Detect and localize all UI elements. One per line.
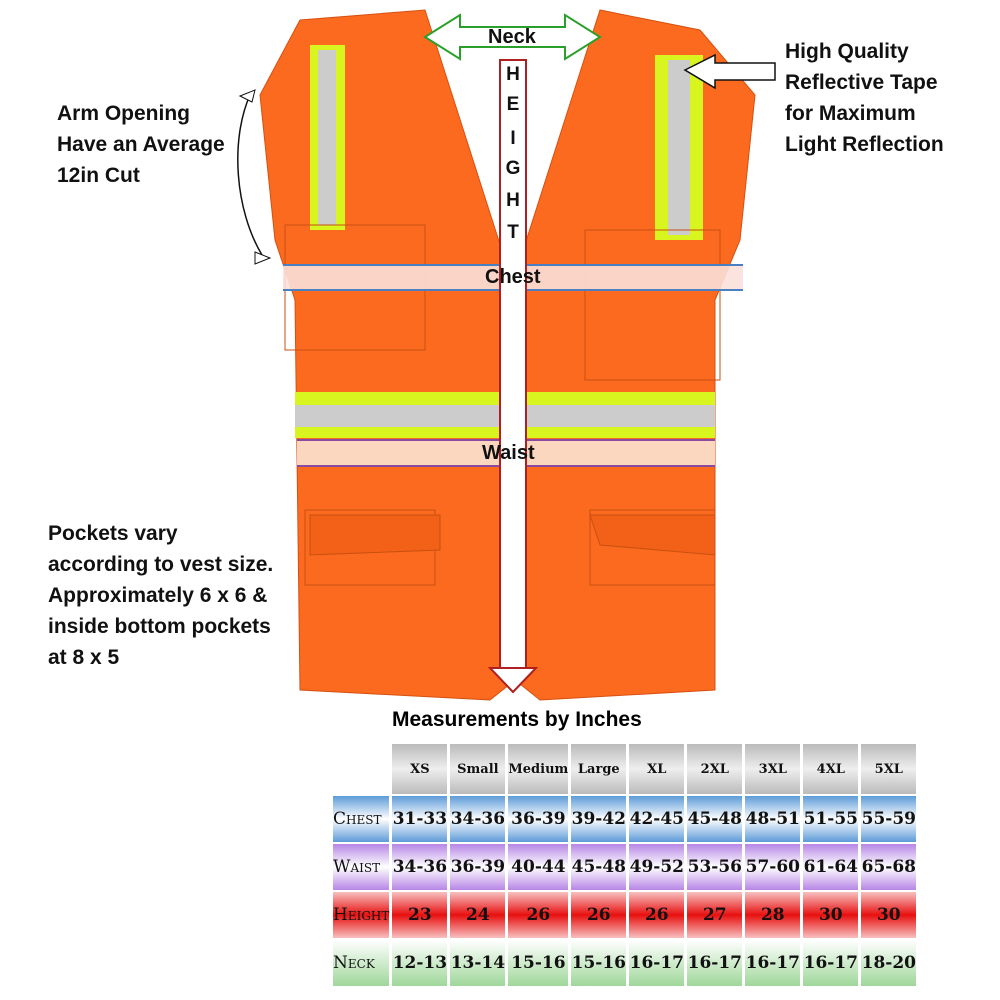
table-row-height <box>333 892 916 938</box>
table-cell: 48-51 <box>745 796 800 842</box>
table-cell: 51-55 <box>803 796 858 842</box>
table-cell: 13-14 <box>450 940 505 986</box>
table-cell: 53-56 <box>687 844 742 890</box>
table-cell: 12-13 <box>392 940 447 986</box>
table-cell: 23 <box>392 892 447 938</box>
height-letter: T <box>507 222 519 243</box>
table-cell: 16-17 <box>745 940 800 986</box>
corner-cell <box>333 744 389 794</box>
chest-label: Chest <box>485 266 541 288</box>
table-cell: 16-17 <box>803 940 858 986</box>
table-cell: 57-60 <box>745 844 800 890</box>
table-cell: 30 <box>803 892 858 938</box>
height-letter: E <box>506 94 520 115</box>
waist-label: Waist <box>482 442 535 464</box>
table-cell: 26 <box>571 892 626 938</box>
table-cell: 30 <box>861 892 916 938</box>
height-letter: H <box>506 190 520 211</box>
row-label: Chest <box>333 796 389 842</box>
table-cell: 49-52 <box>629 844 684 890</box>
table-cell: 45-48 <box>687 796 742 842</box>
arm-opening-note: Arm Opening Have an Average 12in Cut <box>57 102 225 187</box>
height-letter: I <box>510 128 516 149</box>
table-cell: 65-68 <box>861 844 916 890</box>
table-cell: 34-36 <box>392 844 447 890</box>
row-label: Waist <box>333 844 389 890</box>
size-header-xl: XL <box>629 744 684 794</box>
table-cell: 15-16 <box>508 940 568 986</box>
table-cell: 36-39 <box>450 844 505 890</box>
height-letter: G <box>505 158 521 179</box>
table-cell: 16-17 <box>629 940 684 986</box>
table-cell: 34-36 <box>450 796 505 842</box>
size-header-2xl: 2XL <box>687 744 742 794</box>
size-header-5xl: 5XL <box>861 744 916 794</box>
table-row-neck <box>333 940 916 986</box>
row-label: Neck <box>333 940 389 986</box>
reflective-tape-note: High Quality Reflective Tape for Maximum Light Reflection <box>785 40 944 156</box>
arm-opening-bracket-icon <box>238 95 262 255</box>
size-chart-table <box>330 742 919 988</box>
pockets-note: Pockets vary according to vest size. Approximately 6 x 6 & inside bottom pockets at 8 x 5 <box>48 522 274 669</box>
size-chart-title: Measurements by Inches <box>392 708 642 731</box>
neck-label: Neck <box>488 26 536 48</box>
table-cell: 55-59 <box>861 796 916 842</box>
table-row-waist <box>333 844 916 890</box>
table-cell: 42-45 <box>629 796 684 842</box>
size-header-4xl: 4XL <box>803 744 858 794</box>
table-cell: 39-42 <box>571 796 626 842</box>
height-letter: H <box>506 64 520 85</box>
table-cell: 26 <box>629 892 684 938</box>
size-header-medium: Medium <box>508 744 568 794</box>
height-indicator <box>500 60 526 670</box>
table-cell: 61-64 <box>803 844 858 890</box>
table-cell: 15-16 <box>571 940 626 986</box>
size-header-small: Small <box>450 744 505 794</box>
table-cell: 18-20 <box>861 940 916 986</box>
size-header-xs: XS <box>392 744 447 794</box>
table-cell: 36-39 <box>508 796 568 842</box>
table-cell: 26 <box>508 892 568 938</box>
row-label: Height <box>333 892 389 938</box>
table-cell: 45-48 <box>571 844 626 890</box>
size-header-3xl: 3XL <box>745 744 800 794</box>
table-cell: 27 <box>687 892 742 938</box>
table-cell: 31-33 <box>392 796 447 842</box>
table-row-chest <box>333 796 916 842</box>
size-header-large: Large <box>571 744 626 794</box>
table-cell: 16-17 <box>687 940 742 986</box>
table-cell: 24 <box>450 892 505 938</box>
table-cell: 28 <box>745 892 800 938</box>
table-cell: 40-44 <box>508 844 568 890</box>
